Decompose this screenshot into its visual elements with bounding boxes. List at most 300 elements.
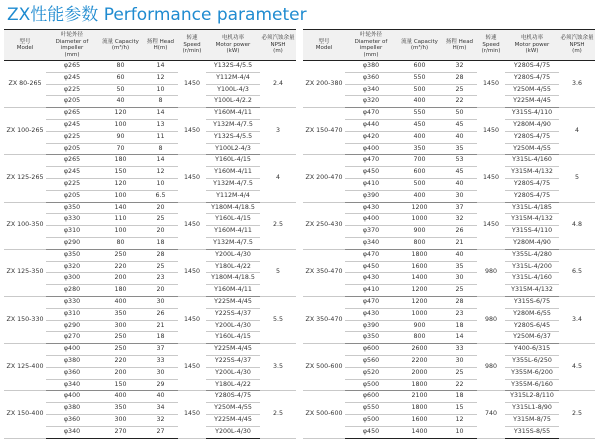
cell-motor-power: Y280M-4/90 [513,238,551,246]
cell-diameter: φ245 [46,119,98,131]
cell-capacity: 1800 [397,249,442,261]
cell-capacity: 80 [98,61,143,73]
cell-motor-power: Y132S-4/5.5 [206,61,260,73]
cell-npsh: 2.4 [260,61,296,108]
table-row [303,403,595,415]
cell-head: 28 [442,72,477,84]
cell-motor-power: Y280S-6/45 [505,320,559,332]
cell-capacity: 1800 [411,380,428,388]
table-row [303,332,595,344]
cell-npsh: 3.4 [559,296,595,343]
table-row [4,61,296,73]
cell-model: ZX 125-350 [4,249,46,296]
cell-head: 35 [455,144,464,152]
table-row [303,367,595,379]
cell-head: 30 [143,367,178,379]
table-row [4,379,296,391]
table-row [303,261,595,273]
cell-head: 40 [143,391,178,403]
cell-diameter: φ400 [46,344,98,356]
table-row [4,190,296,202]
table-row [303,178,595,190]
cell-capacity: 100 [114,191,127,199]
cell-capacity: 2100 [397,391,442,403]
cell-model: ZX 350-470 [303,296,345,343]
cell-diameter: φ380 [345,61,397,73]
cell-diameter: φ310 [46,308,98,320]
table-row [4,320,296,332]
cell-speed: 1450 [477,61,505,108]
cell-diameter: φ520 [345,367,397,379]
table-row [303,308,595,320]
cell-motor-power: Y280S-4/75 [206,391,260,403]
cell-capacity: 180 [114,286,127,294]
cell-capacity: 500 [397,84,442,96]
cell-capacity: 1000 [397,214,442,226]
cell-diameter: φ380 [46,403,98,415]
cell-head: 21 [143,320,178,332]
cell-npsh: 5.5 [260,296,296,343]
cell-motor-power: Y250M-4/55 [513,144,551,152]
table-row [303,167,595,179]
cell-motor-power: Y100L-4/3 [206,84,260,96]
cell-diameter: φ350 [46,202,98,214]
cell-capacity: 250 [98,344,143,356]
cell-head: 6.5 [155,191,166,199]
header-model: 型号 Model [4,30,46,61]
cell-head: 14 [455,333,464,341]
cell-capacity: 900 [397,226,442,238]
cell-motor-power: Y315L-4/185 [505,202,559,214]
table-row [303,61,595,73]
cell-capacity: 100 [98,226,143,238]
table-row [4,426,296,438]
cell-motor-power: Y160M-4/11 [214,286,252,294]
cell-npsh: 2.5 [260,391,296,438]
cell-head: 20 [143,226,178,238]
cell-speed: 980 [477,249,505,296]
cell-capacity: 1400 [397,426,442,438]
cell-capacity: 200 [98,273,143,285]
cell-npsh: 5 [260,249,296,296]
cell-capacity: 150 [98,167,143,179]
cell-head: 28 [143,249,178,261]
cell-head: 32 [442,61,477,73]
cell-model: ZX 150-400 [4,391,46,438]
cell-head: 12 [442,414,477,426]
table-row [4,108,296,120]
cell-diameter: φ350 [362,333,380,341]
table-row [4,249,296,261]
cell-diameter: φ410 [362,286,380,294]
cell-diameter: φ390 [362,191,380,199]
cell-capacity: 300 [98,320,143,332]
table-row [303,202,595,214]
cell-capacity: 40 [116,97,125,105]
cell-speed: 1450 [178,202,206,249]
cell-diameter: φ370 [345,226,397,238]
cell-head: 14 [143,108,178,120]
table-row [4,285,296,297]
cell-motor-power: Y355M-6/200 [505,367,559,379]
cell-capacity: 1000 [397,308,442,320]
cell-npsh: 2.5 [559,391,595,438]
table-row [303,226,595,238]
cell-diameter: φ420 [345,131,397,143]
cell-diameter: φ265 [46,108,98,120]
cell-capacity: 2000 [397,367,442,379]
cell-head: 13 [143,119,178,131]
cell-diameter: φ330 [46,296,98,308]
cell-motor-power: Y200L-4/30 [206,426,260,438]
cell-motor-power: Y315S-8/55 [505,426,559,438]
table-row [4,155,296,167]
cell-model: ZX 150-330 [4,296,46,343]
header-npsh: 必须汽蚀余量 NPSH (m) [559,30,595,61]
cell-motor-power: Y355M-6/160 [511,380,553,388]
cell-motor-power: Y180M-4/18.5 [206,202,260,214]
table-row [303,355,595,367]
cell-motor-power: Y280M-6/55 [505,308,559,320]
table-row [4,178,296,190]
table-row [303,108,595,120]
cell-speed: 1450 [178,391,206,438]
header-capacity: 流量 Capacity (m³/h) [98,30,143,61]
cell-motor-power: Y355L-4/280 [505,249,559,261]
cell-motor-power: Y315S-4/110 [505,108,559,120]
cell-head: 25 [143,261,178,273]
cell-head: 26 [143,308,178,320]
table-row [303,249,595,261]
cell-head: 14 [143,61,178,73]
cell-motor-power: Y315M-4/132 [505,214,559,226]
cell-diameter: φ410 [345,178,397,190]
cell-head: 45 [442,167,477,179]
cell-diameter: φ340 [46,426,98,438]
cell-diameter: φ245 [46,72,98,84]
cell-capacity: 120 [98,178,143,190]
cell-diameter: φ340 [362,238,380,246]
cell-diameter: φ340 [63,380,81,388]
cell-capacity: 90 [98,131,143,143]
cell-speed: 1450 [178,155,206,202]
cell-head: 28 [442,296,477,308]
cell-npsh: 3 [260,108,296,155]
cell-speed: 1450 [178,108,206,155]
cell-speed: 740 [477,391,505,438]
cell-capacity: 500 [397,178,442,190]
cell-speed: 980 [477,296,505,343]
cell-capacity: 400 [98,296,143,308]
table-row [4,261,296,273]
cell-diameter: φ600 [345,391,397,403]
cell-capacity: 350 [98,403,143,415]
table-row [4,403,296,415]
cell-motor-power: Y400-6/315 [505,344,559,356]
table-row [303,96,595,108]
cell-diameter: φ600 [345,344,397,356]
cell-motor-power: Y160L-4/15 [206,214,260,226]
cell-capacity: 1200 [411,286,428,294]
cell-head: 25 [442,367,477,379]
cell-model: ZX 80-265 [4,61,46,108]
cell-capacity: 220 [98,261,143,273]
cell-motor-power: Y280S-4/75 [505,178,559,190]
table-row [4,72,296,84]
cell-capacity: 50 [98,84,143,96]
cell-capacity: 400 [98,391,143,403]
cell-head: 23 [442,308,477,320]
cell-motor-power: Y280S-4/75 [505,72,559,84]
cell-npsh: 4 [559,108,595,155]
cell-diameter: φ500 [345,414,397,426]
cell-npsh: 3.6 [559,61,595,108]
cell-diameter: φ205 [63,144,81,152]
cell-capacity: 220 [98,355,143,367]
header-capacity: 流量 Capacity (m³/h) [397,30,442,61]
cell-head: 18 [442,391,477,403]
cell-head: 32 [143,414,178,426]
table-row [4,96,296,108]
cell-speed: 1450 [477,108,505,155]
cell-motor-power: Y225S-4/37 [206,355,260,367]
table-row [4,131,296,143]
cell-capacity: 150 [114,380,127,388]
cell-head: 11 [143,131,178,143]
cell-npsh: 6.5 [559,249,595,296]
cell-capacity: 600 [397,61,442,73]
cell-motor-power: Y132M-4/7.5 [206,178,260,190]
table-row [4,308,296,320]
cell-head: 40 [442,249,477,261]
cell-diameter: φ300 [46,273,98,285]
cell-capacity: 270 [98,426,143,438]
cell-capacity: 250 [98,249,143,261]
table-row [303,344,595,356]
cell-diameter: φ470 [345,108,397,120]
cell-diameter: φ320 [46,261,98,273]
cell-motor-power: Y315M-4/132 [505,167,559,179]
cell-head: 14 [143,155,178,167]
cell-head: 22 [455,97,464,105]
cell-speed: 1450 [178,344,206,391]
cell-diameter: φ500 [362,380,380,388]
cell-speed: 1450 [178,249,206,296]
cell-capacity: 2200 [397,355,442,367]
cell-capacity: 550 [397,108,442,120]
cell-motor-power: Y315M-4/132 [511,286,553,294]
table-row [303,190,595,202]
cell-head: 12 [143,72,178,84]
header-diameter: 叶轮外径 Diameter of impeller (mm) [46,30,98,61]
cell-motor-power: Y132M-4/7.5 [206,119,260,131]
header-model: 型号 Model [303,30,345,61]
cell-head: 20 [156,286,165,294]
table-row [303,414,595,426]
cell-capacity: 1200 [397,296,442,308]
cell-capacity: 120 [98,108,143,120]
table-row [303,72,595,84]
cell-capacity: 350 [98,308,143,320]
header-head: 扬程 Head H(m) [143,30,178,61]
cell-head: 34 [143,403,178,415]
cell-motor-power: Y315L-4/160 [505,155,559,167]
cell-speed: 1450 [477,155,505,202]
cell-capacity: 1600 [397,414,442,426]
cell-diameter: φ270 [63,333,81,341]
cell-motor-power: Y225M-4/45 [206,344,260,356]
cell-diameter: φ225 [46,84,98,96]
cell-head: 27 [143,426,178,438]
cell-motor-power: Y250M-6/37 [513,333,551,341]
cell-motor-power: Y200L-4/30 [206,249,260,261]
cell-motor-power: Y180L-4/22 [206,261,260,273]
header-head: 扬程 Head H(m) [442,30,477,61]
cell-motor-power: Y225M-4/45 [513,97,551,105]
cell-capacity: 250 [114,333,127,341]
cell-motor-power: Y225M-4/45 [206,296,260,308]
cell-motor-power: Y132S-4/5.5 [206,131,260,143]
cell-head: 30 [143,296,178,308]
header-diameter: 叶轮外径 Diameter of impeller (mm) [345,30,397,61]
cell-capacity: 1200 [397,202,442,214]
header-npsh: 必须汽蚀余量 NPSH (m) [260,30,296,61]
cell-head: 10 [143,178,178,190]
cell-capacity: 900 [397,320,442,332]
cell-capacity: 800 [413,333,426,341]
cell-diameter: φ450 [345,261,397,273]
header-speed: 转速 Speed (r/min) [178,30,206,61]
cell-speed: 1450 [477,202,505,249]
cell-capacity: 1400 [397,273,442,285]
cell-diameter: φ450 [345,167,397,179]
page-title: ZX性能参数 Performance parameter [7,5,307,25]
cell-head: 26 [442,226,477,238]
table-row [4,226,296,238]
cell-diameter: φ330 [46,214,98,226]
cell-diameter: φ225 [46,131,98,143]
cell-capacity: 1800 [397,403,442,415]
table-row [4,367,296,379]
cell-head: 32 [442,214,477,226]
table-row [4,202,296,214]
table-row [303,237,595,249]
cell-capacity: 400 [397,131,442,143]
cell-head: 18 [156,333,165,341]
cell-diameter: φ400 [345,214,397,226]
cell-model: ZX 125-265 [4,155,46,202]
cell-head: 29 [156,380,165,388]
cell-model: ZX 500-600 [303,391,345,438]
cell-capacity: 1600 [397,261,442,273]
cell-head: 35 [442,261,477,273]
cell-model: ZX 100-265 [4,108,46,155]
cell-head: 33 [143,355,178,367]
cell-diameter: φ265 [46,155,98,167]
cell-diameter: φ560 [345,355,397,367]
table-row [303,131,595,143]
cell-capacity: 700 [397,155,442,167]
header-speed: 转速 Speed (r/min) [477,30,505,61]
cell-head: 8 [158,144,163,152]
cell-diameter: φ320 [362,97,380,105]
cell-diameter: φ265 [46,61,98,73]
cell-diameter: φ430 [345,273,397,285]
cell-motor-power: Y180L-4/22 [215,380,251,388]
cell-npsh: 5 [559,155,595,202]
cell-capacity: 140 [98,202,143,214]
header-row [303,30,595,61]
table-row [4,84,296,96]
cell-npsh: 4.5 [559,344,595,391]
table-row [4,167,296,179]
cell-head: 37 [442,202,477,214]
cell-diameter: φ205 [63,191,81,199]
cell-motor-power: Y315L2-8/110 [505,391,559,403]
cell-head: 23 [143,273,178,285]
cell-diameter: φ290 [46,320,98,332]
performance-table-left [4,29,296,439]
cell-diameter: φ360 [46,414,98,426]
table-row [303,214,595,226]
cell-motor-power: Y132M-4/7.5 [213,238,253,246]
table-row [4,344,296,356]
cell-head: 10 [442,426,477,438]
cell-diameter: φ280 [63,286,81,294]
cell-speed: 1450 [178,296,206,343]
cell-capacity: 450 [397,119,442,131]
cell-diameter: φ380 [46,355,98,367]
cell-diameter: φ245 [46,167,98,179]
header-motor-power: 电机功率 Motor power (kW) [505,30,559,61]
cell-npsh: 4.8 [559,202,595,249]
cell-motor-power: Y160M-4/11 [206,108,260,120]
cell-motor-power: Y315S-6/75 [505,296,559,308]
cell-head: 20 [143,202,178,214]
cell-capacity: 70 [116,144,125,152]
cell-capacity: 200 [98,367,143,379]
cell-head: 37 [143,344,178,356]
cell-capacity: 600 [397,167,442,179]
cell-head: 40 [442,131,477,143]
cell-diameter: φ290 [63,238,81,246]
cell-diameter: φ450 [345,426,397,438]
table-row [4,143,296,155]
cell-capacity: 60 [98,72,143,84]
cell-head: 40 [442,178,477,190]
cell-motor-power: Y280S-4/75 [513,191,551,199]
table-row [4,414,296,426]
cell-diameter: φ390 [345,320,397,332]
table-row [303,320,595,332]
table-row [303,155,595,167]
cell-head: 53 [442,155,477,167]
cell-diameter: φ360 [46,367,98,379]
cell-diameter: φ470 [345,249,397,261]
cell-head: 18 [156,238,165,246]
cell-motor-power: Y355L-6/250 [505,355,559,367]
cell-motor-power: Y225M-4/45 [206,414,260,426]
cell-diameter: φ205 [63,97,81,105]
cell-head: 45 [442,119,477,131]
table-row [303,143,595,155]
cell-motor-power: Y250M-4/55 [505,84,559,96]
cell-capacity: 110 [98,214,143,226]
table-row [4,296,296,308]
table-row [4,237,296,249]
cell-head: 15 [442,403,477,415]
cell-model: ZX 250-430 [303,202,345,249]
